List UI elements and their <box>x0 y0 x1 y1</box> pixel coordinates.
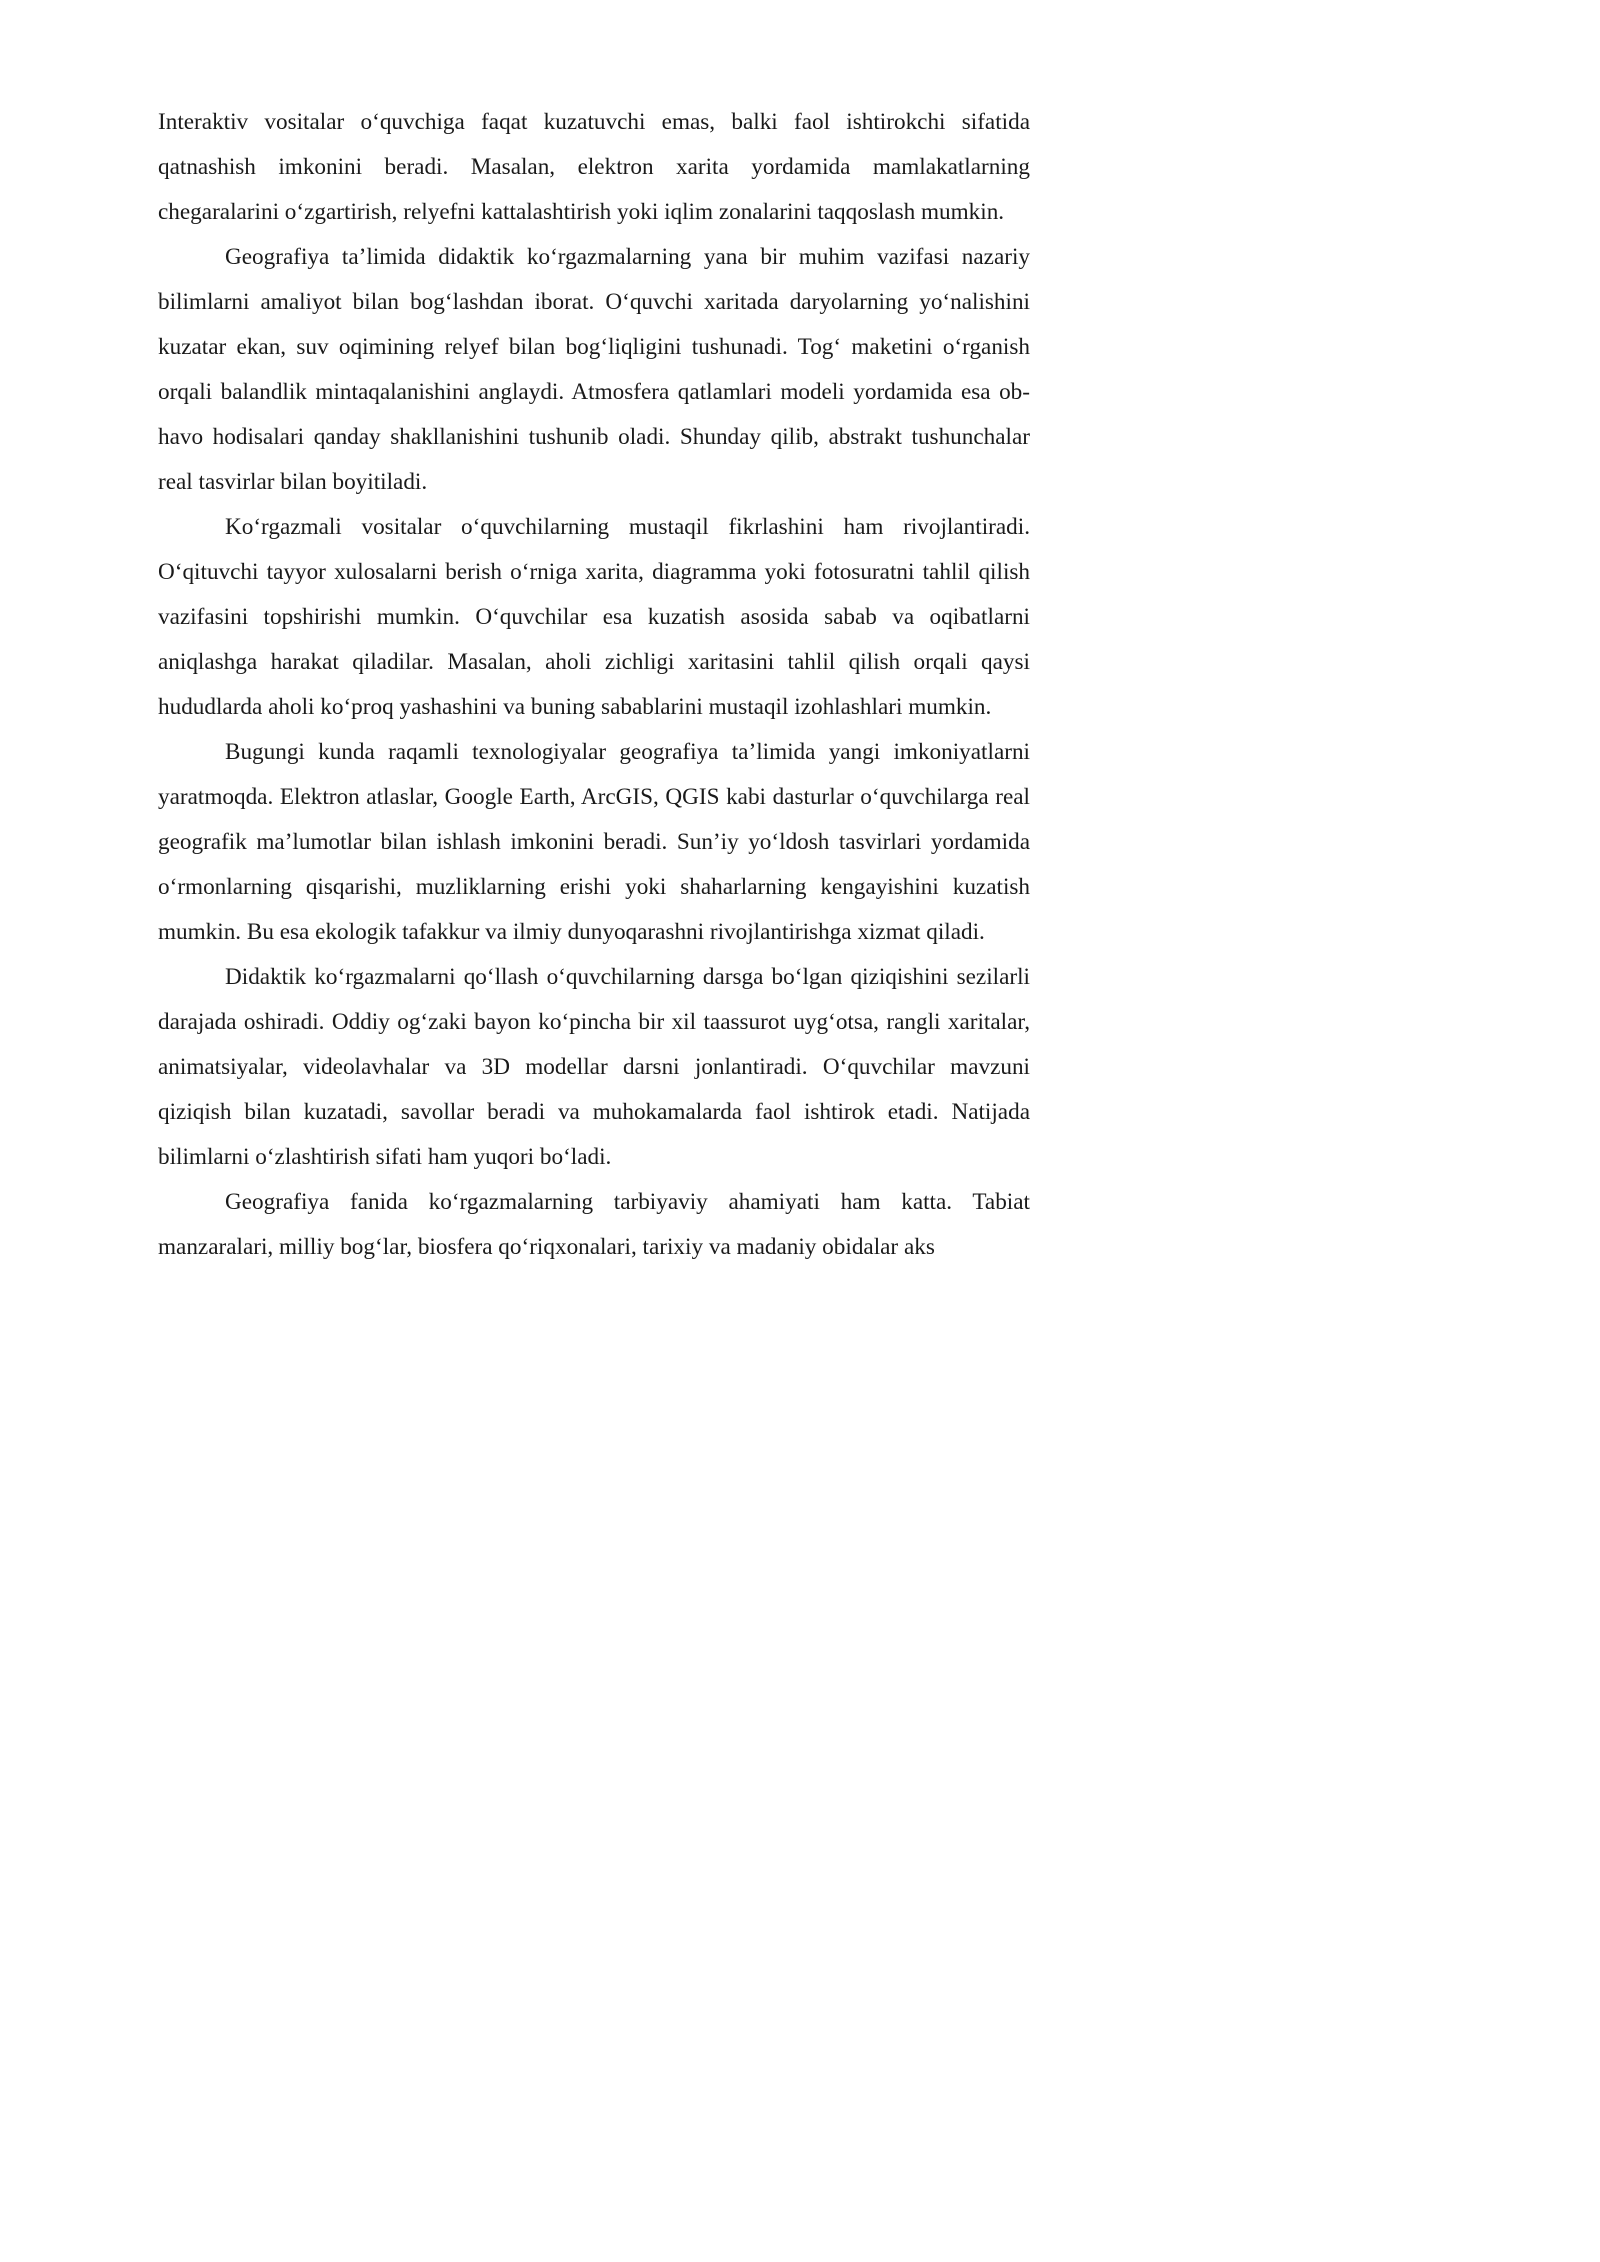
body-text <box>158 100 1030 1270</box>
paragraph-student-interest: Didaktik ko‘rgazmalarni qo‘llash o‘quvchilarning darsga bo‘lgan qiziqishini sezilarli darajada oshiradi. Oddiy og‘zaki bayon ko‘pincha bir xil taassurot uyg‘otsa, rangli xaritalar, animatsiyalar, videolavhalar va 3D modellar darsni jonlantiradi. O‘quvchilar mavzuni qiziqish bilan kuzatadi, savollar beradi va muhokamalarda faol ishtirok etadi. Natijada bilimlarni o‘zlashtirish sifati ham yuqori bo‘ladi. <box>158 964 1030 1170</box>
paragraph-independent-thinking: Ko‘rgazmali vositalar o‘quvchilarning mustaqil fikrlashini ham rivojlantiradi. O‘qituvchi tayyor xulosalarni berish o‘rniga xarita, diagramma yoki fotosuratni tahlil qilish vazifasini topshirishi mumkin. O‘quvchilar esa kuzatish asosida sabab va oqibatlarni aniqlashga harakat qiladilar. Masalan, aholi zichligi xaritasini tahlil qilish orqali qaysi hududlarda aholi ko‘proq yashashini va buning sabablarini mustaqil izohlashlari mumkin. <box>158 514 1030 720</box>
paragraph-theory-practice: Geografiya ta’limida didaktik ko‘rgazmalarning yana bir muhim vazifasi nazariy bilimlarni amaliyot bilan bog‘lashdan iborat. O‘quvchi xaritada daryolarning yo‘nalishini kuzatar ekan, suv oqimining relyef bilan bog‘liqligini tushunadi. Tog‘ maketini o‘rganish orqali balandlik mintaqalanishini anglaydi. Atmosfera qatlamlari modeli yordamida esa ob-havo hodisalari qanday shakllanishini tushunib oladi. Shunday qilib, abstrakt tushunchalar real tasvirlar bilan boyitiladi. <box>158 244 1030 495</box>
document-page <box>0 0 1104 1561</box>
paragraph-digital-technologies: Bugungi kunda raqamli texnologiyalar geografiya ta’limida yangi imkoniyatlarni yaratmoqda. Elektron atlaslar, Google Earth, ArcGIS, QGIS kabi dasturlar o‘quvchilarga real geografik ma’lumotlar bilan ishlash imkonini beradi. Sun’iy yo‘ldosh tasvirlari yordamida o‘rmonlarning qisqarishi, muzliklarning erishi yoki shaharlarning kengayishini kuzatish mumkin. Bu esa ekologik tafakkur va ilmiy dunyoqarashni rivojlantirishga xizmat qiladi. <box>158 739 1030 945</box>
paragraph-educational-value: Geografiya fanida ko‘rgazmalarning tarbiyaviy ahamiyati ham katta. Tabiat manzaralari, milliy bog‘lar, biosfera qo‘riqxonalari, tarixiy va madaniy obidalar aks <box>158 1189 1030 1260</box>
paragraph-interactive-tools: Interaktiv vositalar o‘quvchiga faqat kuzatuvchi emas, balki faol ishtirokchi sifatida qatnashish imkonini beradi. Masalan, elektron xarita yordamida mamlakatlarning chegaralarini o‘zgartirish, relyefni kattalashtirish yoki iqlim zonalarini taqqoslash mumkin. <box>158 109 1030 225</box>
